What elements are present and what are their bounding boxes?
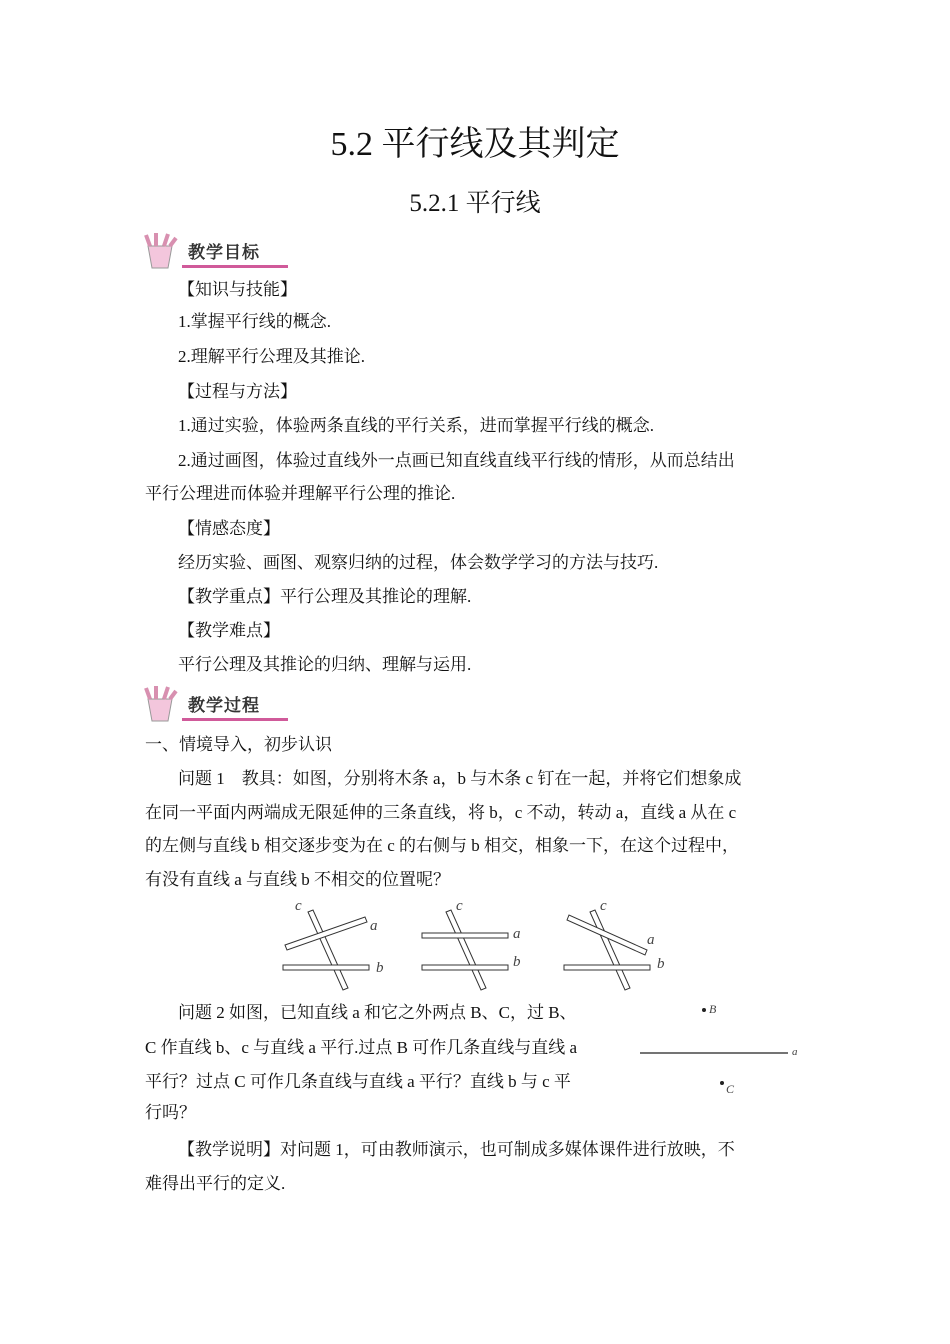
strip-a <box>422 933 508 938</box>
pen-holder-icon <box>142 232 186 272</box>
text-line: 【知识与技能】 <box>178 280 297 299</box>
label-c: c <box>295 898 302 914</box>
text-line: 的左侧与直线 b 相交逐步变为在 c 的右侧与 b 相交，相象一下，在这个过程中， <box>145 836 740 855</box>
text-line: 问题 1 教具：如图，分别将木条 a，b 与木条 c 钉在一起，并将它们想象成 <box>178 769 742 788</box>
text-line: 在同一平面内两端成无限延伸的三条直线，将 b，c 不动，转动 a，直线 a 从在 c <box>145 803 737 822</box>
strip-b <box>283 965 369 970</box>
wooden-strips-figure <box>270 895 690 995</box>
text-line: 平行公理及其推论的归纳、理解与运用. <box>178 655 472 674</box>
text-line: 1.通过实验，体验两条直线的平行关系，进而掌握平行线的概念. <box>178 416 654 435</box>
section-subtitle: 5.2.1 平行线 <box>409 190 541 217</box>
strip-c <box>446 910 486 990</box>
label-c: c <box>456 898 463 914</box>
text-line: 1.掌握平行线的概念. <box>178 312 331 331</box>
label-b: b <box>376 960 384 976</box>
badge-underline <box>182 718 288 721</box>
process-badge <box>142 685 290 725</box>
label-a: a <box>370 918 378 934</box>
label-point-B: B <box>709 1002 717 1016</box>
text-line: 有没有直线 a 与直线 b 不相交的位置呢？ <box>145 870 451 889</box>
pen-holder-icon <box>142 685 186 725</box>
label-point-C: C <box>726 1082 735 1096</box>
strip-b <box>564 965 650 970</box>
label-line-a: a <box>792 1046 798 1058</box>
text-line: 2.理解平行公理及其推论. <box>178 347 365 366</box>
text-line: 经历实验、画图、观察归纳的过程，体会数学学习的方法与技巧. <box>178 553 659 572</box>
label-a: a <box>647 932 655 948</box>
strip-c <box>590 910 630 990</box>
text-line: 2.通过画图，体验过直线外一点画已知直线直线平行线的情形，从而总结出 <box>178 451 735 470</box>
text-line: 问题 2 如图，已知直线 a 和它之外两点 B、C，过 B、 <box>178 1003 577 1022</box>
goals-badge <box>142 232 290 272</box>
text-line: C 作直线 b、c 与直线 a 平行.过点 B 可作几条直线与直线 a <box>145 1038 578 1057</box>
text-line: 【情感态度】 <box>178 519 280 538</box>
text-line: 平行公理进而体验并理解平行公理的推论. <box>145 484 456 503</box>
text-line: 行吗？ <box>145 1103 196 1122</box>
text-line: 【过程与方法】 <box>178 382 297 401</box>
strip-b <box>422 965 508 970</box>
text-line: 【教学难点】 <box>178 621 280 640</box>
text-line: 平行？过点 C 可作几条直线与直线 a 平行？直线 b 与 c 平 <box>145 1072 571 1091</box>
label-b: b <box>513 954 521 970</box>
page-title: 5.2 平行线及其判定 <box>330 126 620 163</box>
points-line-figure <box>630 1000 810 1100</box>
label-c: c <box>600 898 607 914</box>
strip-c <box>308 910 348 990</box>
label-b: b <box>657 956 665 972</box>
label-a: a <box>513 926 521 942</box>
goals-badge-label: 教学目标 <box>188 243 260 263</box>
text-line: 【教学说明】对问题 1，可由教师演示，也可制成多媒体课件进行放映，不 <box>178 1140 735 1159</box>
text-line: 一、情境导入，初步认识 <box>145 735 332 754</box>
text-line: 【教学重点】平行公理及其推论的理解. <box>178 587 472 606</box>
text-line: 难得出平行的定义. <box>145 1174 286 1193</box>
badge-underline <box>182 265 288 268</box>
process-badge-label: 教学过程 <box>188 696 260 716</box>
